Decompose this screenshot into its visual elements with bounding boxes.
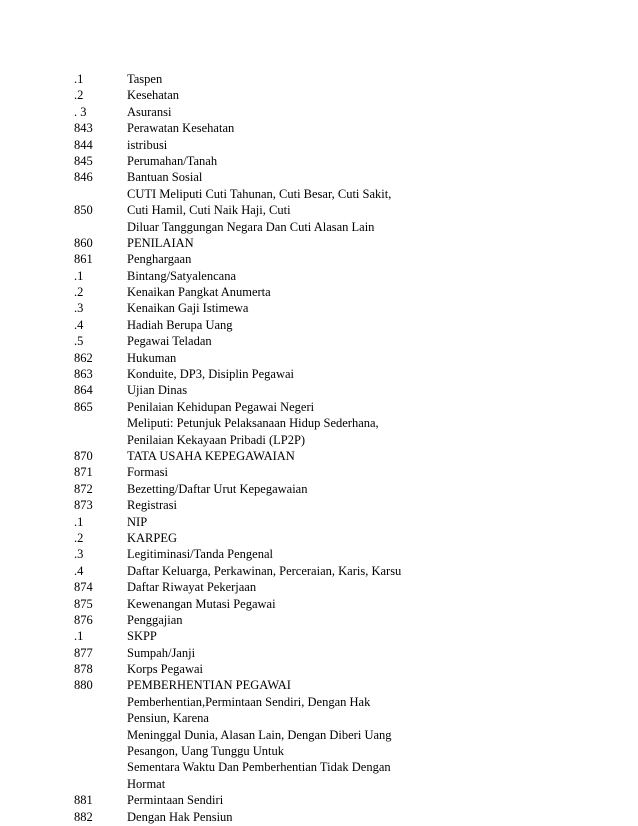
list-item — [0, 415, 638, 431]
classification-description: TATA USAHA KEPEGAWAIAN — [127, 448, 295, 463]
classification-code: 861 — [74, 252, 93, 267]
classification-description: PENILAIAN — [127, 235, 194, 250]
classification-description: Diluar Tanggungan Negara Dan Cuti Alasan Lain — [127, 219, 375, 234]
classification-description: Registrasi — [127, 498, 177, 513]
classification-description: Konduite, DP3, Disiplin Pegawai — [127, 367, 295, 382]
list-item — [0, 300, 638, 316]
classification-description: Kenaikan Gaji Istimewa — [127, 301, 249, 316]
classification-description: Penghargaan — [127, 252, 192, 267]
list-item — [0, 809, 638, 825]
list-item — [0, 104, 638, 120]
classification-code: 860 — [74, 235, 93, 250]
classification-description: Pensiun, Karena — [127, 711, 209, 726]
classification-code: 872 — [74, 481, 93, 496]
list-item — [0, 546, 638, 562]
classification-description: Meninggal Dunia, Alasan Lain, Dengan Diberi Uang — [127, 727, 392, 742]
classification-description: Perawatan Kesehatan — [127, 121, 235, 136]
classification-description: Pemberhentian,Permintaan Sendiri, Dengan Hak — [127, 694, 371, 709]
classification-code: 862 — [74, 350, 93, 365]
list-item — [0, 235, 638, 251]
classification-code: 881 — [74, 793, 93, 808]
classification-description: Pesangon, Uang Tunggu Untuk — [127, 744, 284, 759]
classification-description: Penilaian Kehidupan Pegawai Negeri — [127, 399, 315, 414]
list-item — [0, 284, 638, 300]
classification-description: Sumpah/Janji — [127, 645, 196, 660]
classification-description: Ujian Dinas — [127, 383, 188, 398]
classification-description: Permintaan Sendiri — [127, 793, 224, 808]
classification-code: 844 — [74, 137, 93, 152]
list-item — [0, 776, 638, 792]
list-item — [0, 514, 638, 530]
classification-description: Bezetting/Daftar Urut Kepegawaian — [127, 481, 308, 496]
classification-description: PEMBERHENTIAN PEGAWAI — [127, 678, 291, 693]
classification-description: Hormat — [127, 776, 166, 791]
classification-code: 846 — [74, 170, 93, 185]
classification-description: Kesehatan — [127, 88, 180, 103]
list-item — [0, 645, 638, 661]
list-item — [0, 497, 638, 513]
classification-description: Taspen — [127, 72, 163, 86]
classification-code: . 3 — [74, 104, 87, 119]
list-item — [0, 481, 638, 497]
list-item — [0, 759, 638, 775]
classification-code: .2 — [74, 530, 84, 545]
list-item — [0, 530, 638, 546]
classification-code: .1 — [74, 514, 84, 529]
classification-description: Daftar Riwayat Pekerjaan — [127, 580, 257, 595]
list-item — [0, 333, 638, 349]
list-item — [0, 251, 638, 267]
list-item — [0, 137, 638, 153]
classification-code: .4 — [74, 317, 84, 332]
classification-code: 865 — [74, 399, 93, 414]
classification-description: Hadiah Berupa Uang — [127, 317, 233, 332]
list-item — [0, 317, 638, 333]
classification-description: Hukuman — [127, 350, 177, 365]
list-item — [0, 399, 638, 415]
list-item — [0, 792, 638, 808]
list-item — [0, 661, 638, 677]
classification-code: 875 — [74, 596, 93, 611]
list-item — [0, 169, 638, 185]
classification-code: 870 — [74, 448, 93, 463]
list-item — [0, 350, 638, 366]
classification-code: 876 — [74, 612, 93, 627]
classification-code: .2 — [74, 88, 84, 103]
classification-code: .2 — [74, 285, 84, 300]
classification-code: 874 — [74, 580, 93, 595]
classification-code: .1 — [74, 629, 84, 644]
classification-description: Dengan Hak Pensiun — [127, 809, 233, 824]
classification-code: 843 — [74, 121, 93, 136]
classification-description: KARPEG — [127, 530, 178, 545]
classification-description: Sementara Waktu Dan Pemberhentian Tidak Dengan — [127, 760, 391, 775]
classification-description: Asuransi — [127, 104, 172, 119]
classification-code: 863 — [74, 367, 93, 382]
classification-description: Kenaikan Pangkat Anumerta — [127, 285, 271, 300]
classification-code-list — [0, 71, 638, 825]
classification-description: NIP — [127, 514, 148, 529]
classification-code: 864 — [74, 383, 93, 398]
list-item — [0, 268, 638, 284]
list-item — [0, 464, 638, 480]
classification-code: .4 — [74, 563, 84, 578]
list-item — [0, 87, 638, 103]
list-item — [0, 612, 638, 628]
list-item — [0, 366, 638, 382]
classification-description: CUTI Meliputi Cuti Tahunan, Cuti Besar, Cuti Sakit, — [127, 186, 392, 201]
list-item — [0, 743, 638, 759]
list-item — [0, 432, 638, 448]
classification-code: 871 — [74, 465, 93, 480]
list-item — [0, 677, 638, 693]
classification-description: Penilaian Kekayaan Pribadi (LP2P) — [127, 432, 306, 447]
classification-description: Formasi — [127, 465, 168, 480]
classification-code: .1 — [74, 268, 84, 283]
classification-code: 877 — [74, 645, 93, 660]
list-item — [0, 382, 638, 398]
classification-code: 878 — [74, 662, 93, 677]
list-item — [0, 219, 638, 235]
classification-description: Perumahan/Tanah — [127, 153, 218, 168]
classification-code: .3 — [74, 301, 84, 316]
list-item — [0, 628, 638, 644]
list-item — [0, 120, 638, 136]
list-item — [0, 71, 638, 87]
list-item — [0, 710, 638, 726]
classification-code: 882 — [74, 809, 93, 824]
list-item — [0, 579, 638, 595]
list-item — [0, 202, 638, 218]
list-item — [0, 448, 638, 464]
classification-code: 873 — [74, 498, 93, 513]
list-item — [0, 596, 638, 612]
classification-description: istribusi — [127, 137, 168, 152]
classification-code: 880 — [74, 678, 93, 693]
classification-description: Cuti Hamil, Cuti Naik Haji, Cuti — [127, 203, 291, 218]
classification-code: 845 — [74, 153, 93, 168]
classification-description: Pegawai Teladan — [127, 334, 212, 349]
classification-description: Legitiminasi/Tanda Pengenal — [127, 547, 273, 562]
classification-code: 850 — [74, 203, 93, 218]
list-item — [0, 694, 638, 710]
classification-description: Korps Pegawai — [127, 662, 204, 677]
list-item — [0, 563, 638, 579]
classification-description: Bintang/Satyalencana — [127, 268, 236, 283]
classification-description: SKPP — [127, 629, 157, 644]
classification-code: .3 — [74, 547, 84, 562]
classification-description: Daftar Keluarga, Perkawinan, Perceraian, Karis, Karsu — [127, 563, 402, 578]
classification-description: Kewenangan Mutasi Pegawai — [127, 596, 276, 611]
classification-description: Meliputi: Petunjuk Pelaksanaan Hidup Sederhana, — [127, 416, 379, 431]
classification-code: .1 — [74, 72, 84, 86]
list-item — [0, 727, 638, 743]
classification-description: Bantuan Sosial — [127, 170, 203, 185]
list-item — [0, 186, 638, 202]
list-item — [0, 153, 638, 169]
classification-description: Penggajian — [127, 612, 183, 627]
classification-code: .5 — [74, 334, 84, 349]
